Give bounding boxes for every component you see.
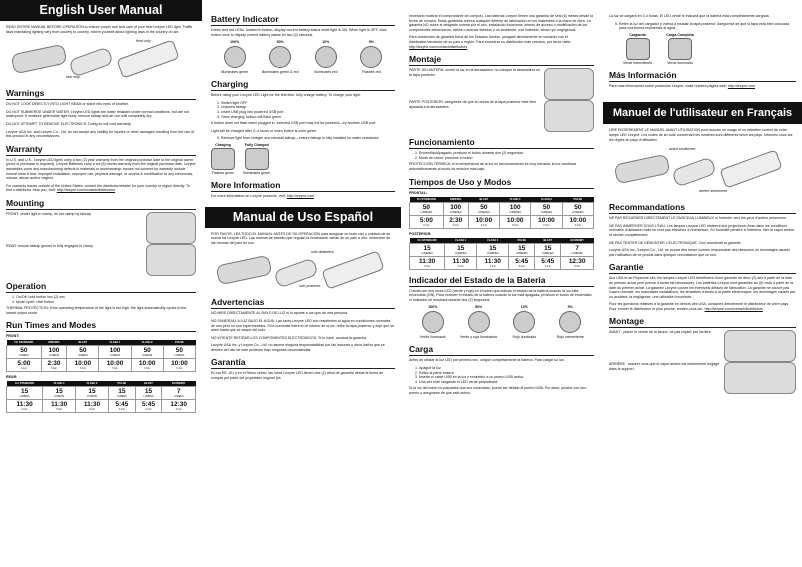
rear-light-image [68, 47, 114, 78]
mode-header: ENDURO [443, 197, 468, 203]
lumens-icon: 15 LÚMENES [410, 243, 445, 256]
carga-note-2: La luz se cargará en 3-4 horas. El LED verde le indicará que la batería está completamente cargada. [609, 14, 770, 18]
charging-image [211, 148, 235, 170]
mas-info-text: Para más información sobre productos Lezyne, visite nuestra página web: http://lezyne.com [609, 83, 756, 88]
recommandation-2: NE PAS IMMERGER SOUS L'EAU. Les lampes Lezyne LED résistent aux projections d'eau dans les conditions normales d'utilisation mais ne sont pas étanches à l'immersion. Si l'humidité pénètre à l'intérieur, ôter le capot arrière et sécher complètement. [609, 223, 795, 237]
carga-step-5: 5. Retire la luz del cargador y vuelva a instalar la tapa posterior. Asegúrese de que la tapa está bien colocada para una buena resistencia al agua. [609, 22, 796, 31]
mode-header: PULSE [163, 340, 195, 346]
operation-heading: Operation [6, 281, 196, 293]
runtime-cell: 2:30 h:min [41, 359, 67, 372]
lumens-cell: 50 LÚMENES [468, 202, 499, 215]
advertencia-2: NO SUMERJA LA LUZ BAJO EL AGUA. Las luces Lezyne LED son resistentes al agua en condiciones normales de uso pero no son impermeables. Si la humedad entra en el interior de la luz, retire la tapa posterior y deje que se airee hasta que se seque del todo. [211, 318, 394, 333]
rear-label: REAR: [6, 375, 18, 380]
battery-level: 50% Illuminates green & red [261, 40, 299, 75]
french-intro: LIRE ENTIÈREMENT LE MANUEL AVANT UTILISATION pour assurer un usage et un entretien correct de votre lampe LED Lezyne. Les codes de la route concernant les lumières sont différents selon les pays. Informez-vous sur les règles du pays d'utilisation. [609, 128, 793, 142]
front-runtime-table [6, 340, 196, 372]
runtime-cell: 5:45 h:min [109, 400, 136, 413]
mas-info-heading: Más Información [609, 70, 796, 82]
clamp-image [321, 251, 384, 290]
lumens-cell: 15 LÚMENES [477, 243, 509, 256]
carga-status-figure [623, 33, 796, 65]
carga-step: 4. Una vez esté cargando el LED verde parpadeará. [419, 380, 594, 385]
battery-level: 10% Illuminates red [314, 40, 338, 75]
lumens-cell: 100 LÚMENES [499, 202, 530, 215]
charging-steps [211, 101, 395, 119]
montaje-rear-image [544, 100, 594, 132]
mode-header: FLASH 2 [531, 197, 562, 203]
mode-header: FLASH 2 [131, 340, 163, 346]
fully-charged-image [245, 148, 269, 170]
english-title: English User Manual [0, 0, 202, 21]
tiempos-heading: Tiempos de Uso y Modos [409, 177, 594, 189]
column-spanish [403, 0, 600, 567]
recommandations-heading: Recommandations [609, 202, 796, 214]
runtime-cell: 11:30 h:min [76, 400, 109, 413]
advertencia-1: NO MIRE DIRECTAMENTE AL RAYO DE LUZ ni lo apunte a los ojos de otra persona. [211, 311, 349, 316]
advertencia-3: NO INTENTE RETIRAR LOS COMPONENTES ELECTRÓNICOS. Si lo hace, anulará la garantía. [211, 335, 367, 340]
thermal-protection: THERMAL PROTECTION: If the operating temperature of the light is too high, the light automatically cycles to the lowest output mode. [6, 306, 187, 315]
mode-header: FLI STANDARD [7, 381, 43, 387]
product-illustration [6, 37, 196, 83]
charging-heading: Charging [211, 79, 395, 91]
funcionamiento-list [409, 151, 594, 160]
mode-header: FLASH 1 [99, 340, 131, 346]
montage-heading: Montage [609, 316, 796, 328]
warranty-heading: Warranty [6, 144, 196, 156]
verde-iluminado-label: Verde iluminado [667, 60, 693, 65]
mounting-heading: Mounting [6, 198, 196, 210]
front-light-image [11, 44, 68, 75]
verde-intermitente-label: Verde intermitente [623, 60, 653, 65]
carga-heading: Carga [409, 344, 594, 356]
charging-intro: Before using your Lezyne LED Light for the first time, fully charge battery. To charge your light: [211, 93, 361, 98]
battery-heading: Battery Indicator [211, 14, 395, 26]
runtime-cell: 11:30 h:min [477, 256, 509, 269]
montaje-rear-text: PARTE POSTERIOR: asegúrese de que la ranura de la tapa posterior esté bien ajustada a la abrazadera. [409, 100, 537, 109]
lumens-cell: 50 LUMENS [131, 346, 163, 359]
carga-note: Si la luz del botón no parpadea una vez conectado, puede ser debido al puerto USB. Por favor, pruebe con otro puerto y asegúrese de que esté activo. [409, 386, 587, 395]
runtime-cell: 10:00 h:min [67, 359, 99, 372]
posterior-label: POSTERIOR: [409, 231, 432, 236]
mode-header: BLAST [535, 238, 561, 244]
cargando-image [626, 38, 650, 60]
montage-front-text: AVANT : placer le centre de la lampe, ne pas clipser par l'arrière. [609, 330, 712, 335]
runtime-cell: 10:00 h:min [99, 359, 131, 372]
mode-header: PULSE [509, 238, 535, 244]
carga-step: 1. Apague la luz [419, 366, 594, 371]
carga-step: 2. Retire la parte trasera [419, 371, 594, 376]
runtime-cell: 2:30 h:min [443, 215, 468, 228]
montaje-rear [409, 100, 594, 132]
lumens-cell: 15 LUMENS [109, 387, 136, 400]
rear-only-caption-es: sólo posterior [299, 284, 321, 289]
mount-front [6, 212, 196, 244]
recommandation-3: NE PAS TENTER DE DÉMONTER L'ÉLECTRONIQUE. Ceci annulerait la garantie. [609, 240, 742, 245]
warranty-link[interactable]: http://lezyne.com/contact/distributors [56, 188, 116, 193]
mode-header: BLAST [135, 381, 162, 387]
runtime-cell: 10:00 h:min [531, 215, 562, 228]
charge-status-figure [211, 143, 395, 175]
front-light-image [614, 154, 671, 185]
lumens-cell: 100 LUMENS [99, 346, 131, 359]
mode-header: FLASH 1 [43, 381, 76, 387]
column-battery-spanish [205, 0, 401, 567]
warnings-heading: Warnings [6, 88, 196, 100]
front-only-caption-fr: avant seulement [669, 147, 696, 152]
runtime-cell: 10:00 h:min [131, 359, 163, 372]
battery-level: 5% Rojo intermitente [556, 305, 584, 340]
charging-step: 3. Insert USB plug into powered USB port [221, 110, 395, 115]
mount-rear-image [146, 244, 196, 276]
mount-front-image [146, 212, 196, 244]
montage-front-image [724, 330, 796, 362]
warranty-2: For warranty issues outside of the United States, contact the distributor/retailer for your country or region directly. To find a distributor near you, visit: http://lezyne.com/contact/distributors [6, 183, 190, 193]
battery-level: 10% Rojo iluminado [512, 305, 537, 340]
runtimes-heading: Run Times and Modes [6, 320, 196, 332]
carga-completa-label: Carga Completa [666, 32, 694, 37]
lumens-cell: 15 LUMENS [76, 387, 109, 400]
lumens-cell: 15 LUMENS [135, 387, 162, 400]
mode-header: FLI STANDARD [7, 340, 42, 346]
funcionamiento-item: 1. Encendido/Apagado: presione el botón durante dos (2) segundos. [419, 151, 594, 156]
garantia-heading: Garantía [211, 357, 395, 369]
mode-header: PULSE [109, 381, 136, 387]
runtime-cell: 11:30 h:min [7, 400, 43, 413]
garantia-link[interactable]: http://lezyne.com/contact/distributors [409, 44, 468, 49]
frontal-label: FRONTAL: [409, 190, 428, 195]
front-only-caption-es: sólo delantera [311, 250, 334, 255]
charging-step: 4. Once charging, button will flash green [221, 115, 395, 120]
mas-info-link[interactable]: http://lezyne.com [727, 83, 756, 88]
warranty-1: In U.S. and U.K., Lezyne LED lights carry a two (2) year warranty from the original purchase date to the original owner (proof of purchase is required). Lezyne Batteries carry a six (6) month warranty from the original purchase date. Lezyne warranties cover any manufacturing defects in materials or workmanship. Issues not covered by warranty include normal wear & tear, improper installation, improper use, physical damage, or access & modification to any electronics, misuse, abuse and/or neglect. [6, 157, 196, 181]
operation-item: 1. On/Off: hold button two (2) sec. [16, 295, 196, 300]
runtime-cell: 12:30 h:min [162, 400, 196, 413]
french-product-illustration [609, 145, 796, 197]
fully-charged-label: Fully Charged [244, 142, 269, 147]
spanish-intro: POR FAVOR, LEA TODO EL MANUAL ANTES DE SU OPERACIÓN para asegurar un buen uso y cuidado de su nueva luz Lezyne LED. Las normas de tránsito que regulan la iluminación varían de un país a otro. Infórmese de las normas del país de uso. [211, 231, 391, 245]
front-light-image [216, 255, 273, 286]
charging-step: 1. Switch light OFF [221, 101, 395, 106]
front-label: FRONT: [6, 334, 20, 339]
carga-intro: Antes de utilizar la luz LED por primera vez, cargue completamente la batería. Para cargar su luz: [409, 358, 565, 363]
flashes-green-label: Flashes green [211, 170, 235, 175]
mount-rear [6, 244, 196, 276]
garantie-2: Pour les questions relatives à la garantie en dehors des USA, contactez directement le distributeur de votre pays. Pour trouver le distributeur le plus proche, rendez-vous sur: http://lezyne.com/contact/distributors [609, 302, 790, 311]
mode-header: FLASH 1 [445, 238, 477, 244]
mount-rear-text: REAR: ensure tailcap groove is fully engaged in clamp. [6, 243, 94, 248]
garantia-1: En los EE. UU y en el Reino Unido, las luces Lezyne LED tienen dos (2) años de garantía desde la fecha de compra por parte del propietario original (es [211, 371, 384, 381]
battery-level: 100% Illuminates green [220, 40, 249, 75]
warning-3: DO NOT ATTEMPT TO REMOVE ELECTRONICS. Doing so will void warranty. [6, 121, 132, 126]
runtime-cell: 5:00 h:min [7, 359, 42, 372]
carga-completa-image [668, 38, 692, 60]
mode-header: FLI STANDARD [410, 197, 444, 203]
frontal-runtime-table [409, 197, 594, 229]
proteccion-termica: PROTECCIÓN TÉRMICA: si la temperatura de la luz en funcionamiento es muy elevada, la luz cambiará automáticamente al modo de emisión más bajo. [409, 162, 576, 171]
garantie-heading: Garantie [609, 262, 796, 274]
indicador-intro: Cuenta con dos luces LED (verde y roja) en el botón que indican el estado de la batería cuando la luz está encendida (ON). Para conocer el estado de la batería cuando la luz está apagada, presione el botón de encendido; el indicador se mostrará durante dos (2) segundos. [409, 288, 593, 302]
operation-list [6, 295, 196, 304]
recommandation-4: Lezyne USA Inc. /Lezyne Co., Ltd. ne pourra être tenue comme responsable des blessures ou dommages causés par l'utilisation de ce produit dans quelque circonstance que ce soit. [609, 248, 790, 257]
clamp-image [116, 40, 179, 79]
runtime-cell: 11:30 h:min [445, 256, 477, 269]
montaje-heading: Montaje [409, 54, 594, 66]
more-info-text: For more information on Lezyne products, visit: http://lezyne.com [211, 193, 315, 198]
lumens-cell: 50 LÚMENES [562, 202, 593, 215]
indicador-row [411, 305, 592, 339]
recommandation-1: NE PAS REGARDER DIRECTEMENT LE FAISCEAU LUMINEUX ni l'orienter vers les yeux d'autres personnes. [609, 216, 787, 221]
runtime-cell: 10:00 h:min [499, 215, 530, 228]
mode-header: BLAST [468, 197, 499, 203]
lumens-cell: 7 LUMENS [162, 387, 196, 400]
runtime-cell: 10:00 h:min [562, 215, 593, 228]
advertencia-4: Lezyne USA Inc. y Lezyne Co., Ltd. no asume ninguna responsabilidad por las lesiones u otros daños que se deriven del uso de este producto bajo ningunas circunstancias. [211, 343, 385, 352]
lumens-cell: 15 LÚMENES [445, 243, 477, 256]
charging-note-1: If button does not flash when plugged in, selected USB port may not be powered—try another USB port. [211, 121, 377, 126]
column-french [603, 0, 802, 567]
french-title: Manuel de l'utilisateur en Français [603, 102, 802, 124]
warning-1: DO NOT LOOK DIRECTLY INTO LIGHT BEAM or shine into eyes of another. [6, 102, 129, 107]
lumens-icon: 50 LUMENS [7, 346, 42, 359]
montage-rear [609, 362, 796, 394]
funcionamiento-item: 2. Modo de ciclos: presione el botón [419, 156, 594, 161]
advertencias-heading: Advertencias [211, 297, 395, 309]
mode-header: FLASH 2 [477, 238, 509, 244]
rear-runtime-table [6, 381, 196, 413]
mode-header: ENDURO [41, 340, 67, 346]
runtime-cell: 12:30 h:min [561, 256, 594, 269]
charging-label: Charging [215, 142, 231, 147]
mode-header: FLI STANDARD [410, 238, 445, 244]
montage-rear-image [724, 362, 796, 394]
battery-level: 50% Verde y roja iluminados [459, 305, 498, 340]
runtime-cell: 11:30 h:min [43, 400, 76, 413]
montaje-front-image [544, 68, 594, 100]
runtime-cell: 5:45 h:min [135, 400, 162, 413]
lumens-cell: 15 LÚMENES [509, 243, 535, 256]
lumens-cell: 50 LUMENS [163, 346, 195, 359]
clamp-image [719, 149, 782, 188]
warning-2: DO NOT SUBMERGE UNDER WATER. Lezyne LED lights are water resistant under normal conditions, but are not waterproof. If moisture gets inside light body, remove tailcap and air-out until completely dry. [6, 109, 189, 119]
more-info-heading: More Information [211, 180, 395, 192]
montaje-front [409, 68, 594, 100]
lumens-cell: 7 LÚMENES [561, 243, 594, 256]
battery-indicator-row [213, 40, 393, 74]
garantie-1: Aux USA et au Royaume-Uni, les lampes Lezyne LED bénéficient d'une garantie de deux (2) ans à partir de la date du premier achat (une preuve d'achat est nécessaire). Les batteries Lezyne sont garanties six (6) mois à partir de la date du premier achat. La garantie Lezyne couvre les éventuels défauts de fabrication. La garantie ne couvre pas l'usure normale, les mauvaises installations, les tentatives d'accès à la partie électronique, les dommages causés par un accident, la négligence, une utilisation incorrecte. [609, 276, 796, 299]
mode-header: FLASH 2 [76, 381, 109, 387]
rear-only-caption-fr: arrière seulement [699, 189, 727, 194]
indicador-heading: Indicador del Estado de la Batería [409, 275, 594, 287]
lumens-cell: 50 LÚMENES [531, 202, 562, 215]
garantia-2: Para cuestiones de garantía fuera de los Estados Unidos, póngase directamente en contacto con el distribuidor/vendedor de su país o región. Para encontrar su distribuidor más cercano, por favor visite: http://lezyne.com/contact/distributors [409, 35, 572, 49]
mode-header: FLASH 1 [499, 197, 530, 203]
mount-front-text: FRONT: center light in clamp, do not clamp by tailcap. [6, 211, 92, 216]
lumens-cell: 100 LÚMENES [443, 202, 468, 215]
mode-header: ECONOMY [162, 381, 196, 387]
operation-item: 2. Mode cycle: click button [16, 300, 196, 305]
warning-4: Lezyne USA Inc. and Lezyne Co., Ltd. do not accept any liability for injuries or other damages resulting from the use of this product in any circumstances. [6, 129, 195, 139]
front-only-caption: front only [136, 39, 151, 44]
lumens-icon: 50 LÚMENES [410, 202, 444, 215]
runtime-cell: 10:00 h:min [163, 359, 195, 372]
runtime-cell: 5:45 h:min [509, 256, 535, 269]
battery-level: 5% Flashes red [361, 40, 381, 75]
carga-steps [409, 366, 594, 384]
lumens-icon: 15 LUMENS [7, 387, 43, 400]
charging-step-5: 5. Remove light from charger and reinstall tailcap—ensure tailcap is fully installed for water resistance [211, 136, 395, 141]
lezyne-link[interactable]: http://lezyne.com [286, 193, 315, 198]
runtime-cell: 5:45 h:min [535, 256, 561, 269]
charging-note-2: Light will be charged after 3–4 hours or when button is solid green. [211, 128, 317, 133]
mode-header: ECONOMY [561, 238, 594, 244]
runtime-cell: 5:00 h:min [410, 215, 444, 228]
battery-level: 100% Verde iluminado [419, 305, 446, 340]
cargando-label: Cargando [629, 32, 646, 37]
spanish-product-illustration [211, 248, 395, 292]
rear-only-caption: rear only [66, 75, 80, 80]
rear-light-image [671, 157, 717, 188]
lumens-cell: 50 LUMENS [67, 346, 99, 359]
posterior-runtime-table [409, 238, 594, 270]
montage-front [609, 330, 796, 362]
mode-header: BLAST [67, 340, 99, 346]
charging-step: 2. Unscrew tailcap [221, 105, 395, 110]
column-english [0, 0, 202, 567]
runtime-cell: 11:30 h:min [410, 256, 445, 269]
illuminates-green-label: Illuminates green [243, 170, 271, 175]
lumens-cell: 100 LUMENS [41, 346, 67, 359]
garantie-link[interactable]: http://lezyne.com/contact/distributors [704, 306, 763, 311]
montaje-front-text: PARTE DELANTERA: centre la luz en la abrazadera, no coloque la abrazadera en la tapa posterior. [409, 68, 541, 77]
garantia-cont: necesario mostrar el comprobante de compra). Las baterías Lezyne tienen una garantía de seis (6) meses desde la fecha de compra. Estas garantías cubren cualquier defecto de fabricación en los materiales o la mano de obra. La garantía NO cubre el desgaste normal por el uso, instalación incorrecta, intento de acceso o modificación de los componentes electrónicos, daños o averías debidos a un accidente, uso indebido, abuso y/o negligencia. [409, 14, 593, 32]
funcionamiento-heading: Funcionamiento [409, 137, 594, 149]
carga-step: 3. Inserte el cable USB en la luz y conéctelo a un puerto USB activo. [419, 375, 594, 380]
lumens-cell: 15 LUMENS [43, 387, 76, 400]
mode-header: PULSE [562, 197, 593, 203]
english-intro: READ ENTIRE MANUAL BEFORE OPERATION to ensure proper use and care of your new Lezyne LED light. Traffic laws mandating lighting vary from country to country. Inform yourself about lighting laws in the country of use. [6, 25, 193, 34]
battery-intro: Green and red LEDs, located in button, display current battery status while light is ON. When light is OFF, click button once to display current battery status for two (2) seconds. [211, 28, 387, 37]
spanish-title: Manual de Uso Español [205, 207, 401, 228]
runtime-cell: 10:00 h:min [468, 215, 499, 228]
montage-rear-text: ARRIÈRE : assurer vous que le capot arrière est entièrement engagé dans le support. [609, 362, 720, 372]
lumens-cell: 15 LÚMENES [535, 243, 561, 256]
